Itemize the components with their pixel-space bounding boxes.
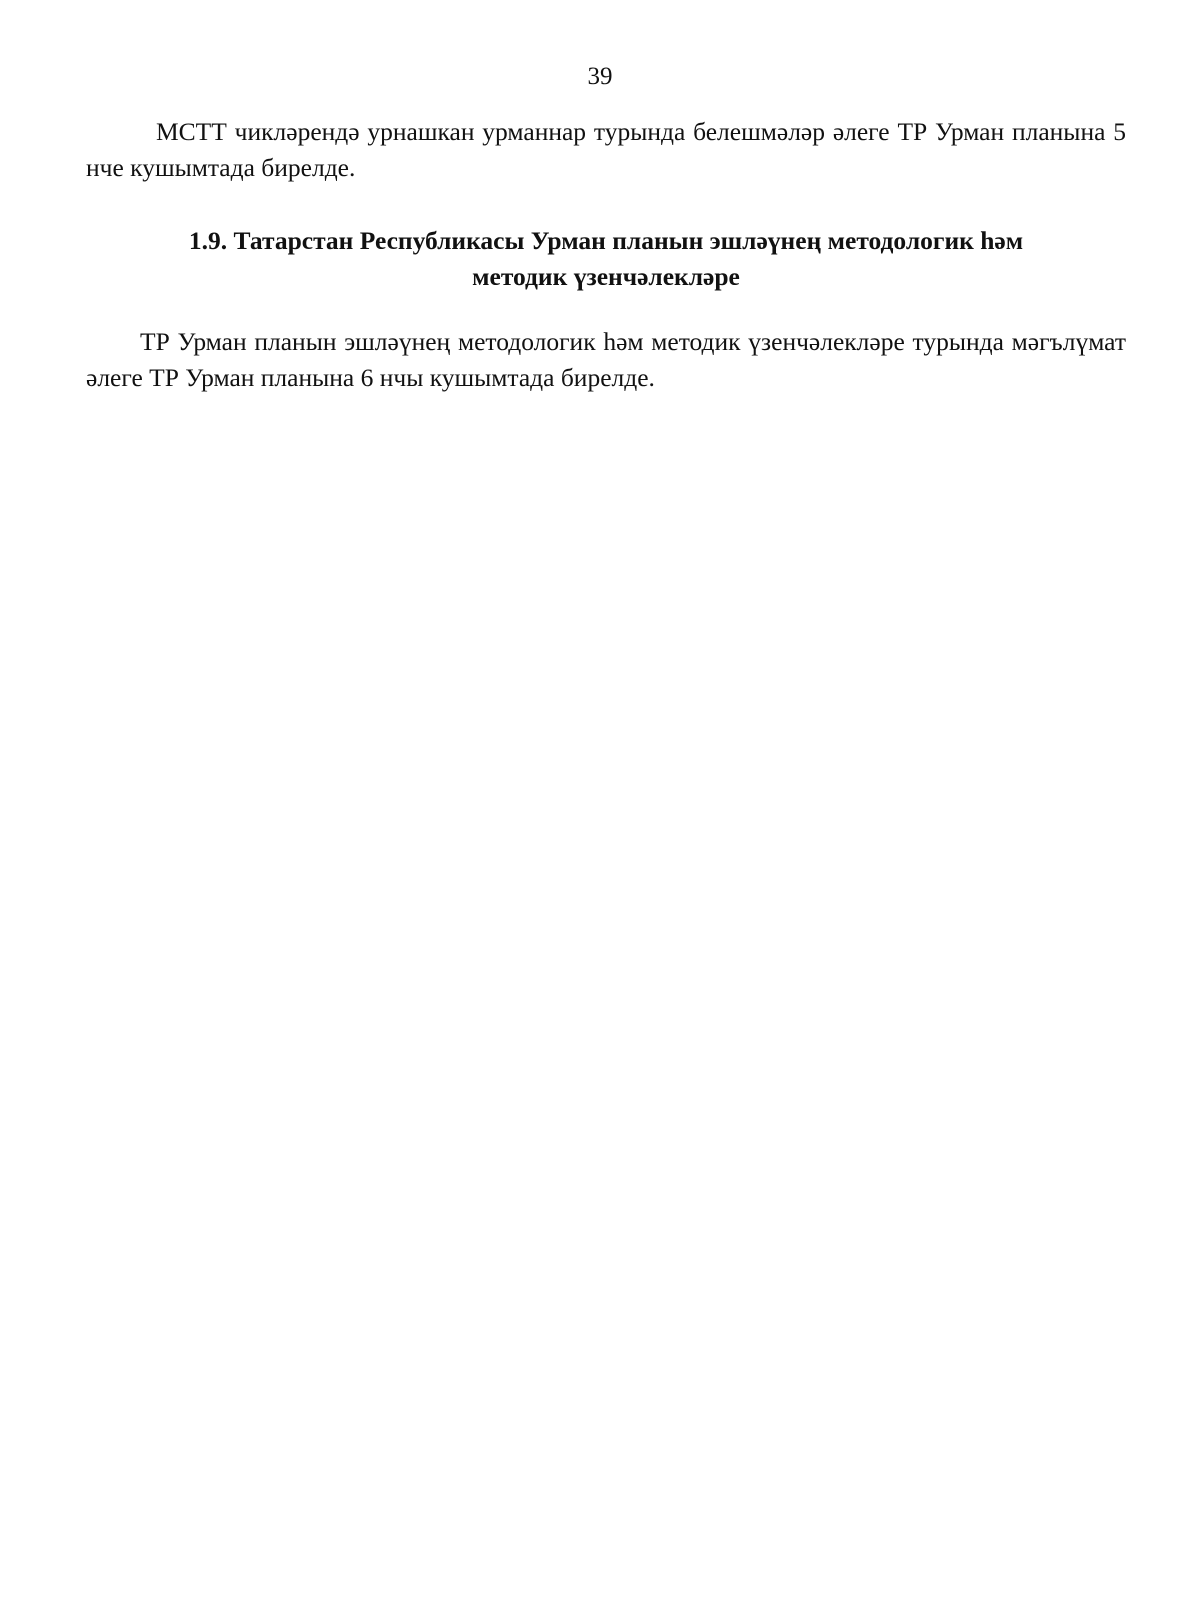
section-heading [86,223,1126,295]
section-heading-line-1: 1.9. Татарстан Республикасы Урман планын эшләүнең методологик һәм [188,226,1024,255]
paragraph-methodology-info: ТР Урман планын эшләүнең методологик һәм методик үзенчәлекләре турында мәгълүмат әлеге ТР Урман планына 6 нчы кушымтада бирелде. [86,327,1126,392]
paragraph-forests-info: МСТТ чикләрендә урнашкан урманнар турында белешмәләр әлеге ТР Урман планына 5 нче кушымтада бирелде. [86,117,1126,182]
page-number: 39 [587,63,613,90]
section-heading-line-2: методик үзенчәлекләре [472,262,740,291]
